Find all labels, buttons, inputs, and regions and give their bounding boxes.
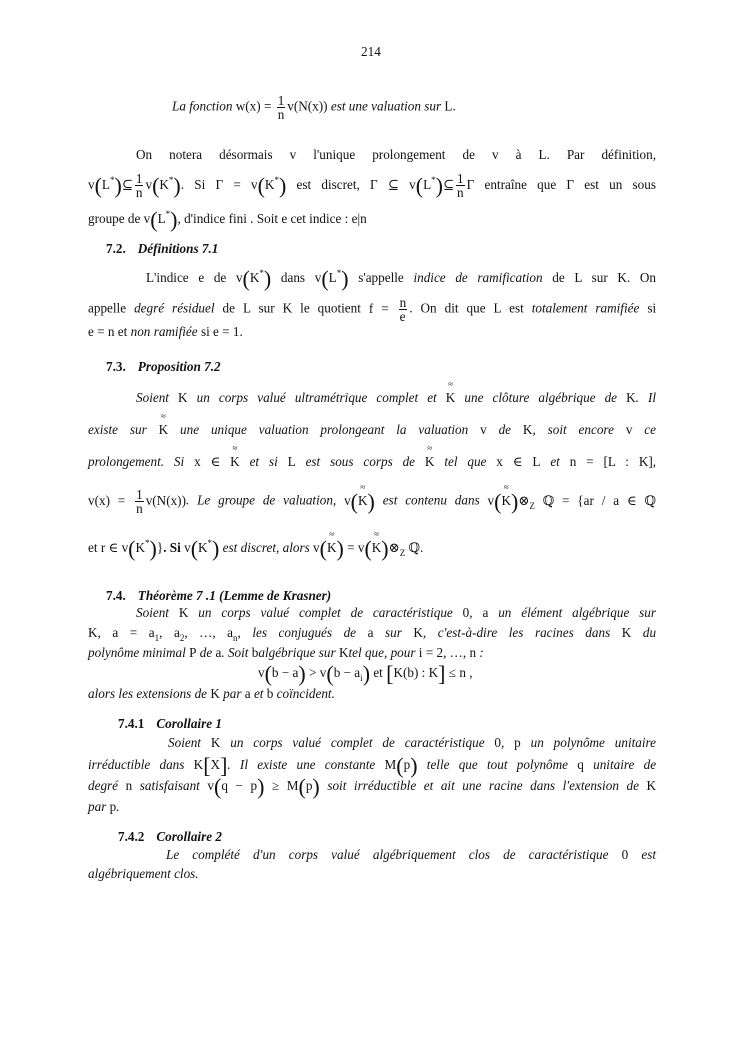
section-7-2-heading: 7.2. Définitions 7.1 — [106, 241, 219, 256]
sec742-line-1: Le complété d'un corps valué algébriquement clos de caractéristique 0 est — [166, 847, 656, 862]
sec73-line-5: et r ∈ v(K*)}. Si v(K*) est discret, alors $v(\approx K) = v(\approx K)\otimes_Z$ ℚ. — [88, 535, 423, 561]
intro-para-line-2: v(L*)⊆ $\frac{1}{n}$ v(K*). Si Γ = v(K*) est discret, Γ ⊆ v(L*)⊆ $\frac{1}{n}$ Γ entraîne que Γ est un sous — [88, 171, 656, 201]
sec73-line-1: Soient K un corps valué ultramétrique complet et ≈ K une clôture algébrique de K. Il — [88, 390, 656, 406]
section-7-3-heading: 7.3. Proposition 7.2 — [106, 359, 221, 374]
sec742-line-2: algébriquement clos. — [88, 866, 199, 881]
intro-para-line-1: On notera désormais v l'unique prolongement de v à L. Par définition, — [136, 147, 657, 162]
section-7-4-1-heading: 7.4.1 Corollaire 1 — [118, 716, 222, 731]
intro-function-line: La fonction w(x) = $\frac{1}{n}$ v(N(x)) est une valuation sur L. — [172, 93, 456, 122]
sec741-line-4: par p. — [88, 799, 120, 814]
sec73-line-3: prolongement. Si x ∈ ≈ K et si L est sous corps de ≈ K tel que x ∈ L et n = [L : K], — [88, 454, 656, 470]
sec74-line-2: K, $a = a_1$, $a_2$, …, $a_n$, les conjugués de a sur K, c'est-à-dire les racines dans K du — [88, 625, 657, 643]
section-7-4-2-heading: 7.4.2 Corollaire 2 — [118, 829, 222, 844]
intro-para-line-3: groupe de v(L*), d'indice fini . Soit e cet indice : e|n — [88, 206, 367, 232]
sec741-line-3: degré n satisfaisant v(q − p) ≥ M(p) soit irréductible et ait une racine dans l'extension de K — [88, 773, 657, 799]
sec741-line-1: Soient K un corps valué complet de caractéristique 0, p un polynôme unitaire — [168, 735, 657, 750]
sec74-line-5: alors les extensions de K par a et b coïncident. — [88, 686, 335, 701]
sec72-line-1: L'indice e de v(K*) dans v(L*) s'appelle indice de ramification de L sur K. On — [146, 265, 657, 291]
sec74-line-3: polynôme minimal P de a. Soit balgébrique sur Ktel que, pour i = 2, …, n : — [88, 645, 484, 660]
sec72-line-3: e = n et non ramifiée si e = 1. — [88, 324, 243, 339]
page-number: 214 — [361, 44, 381, 59]
section-7-4-heading: 7.4. Théorème 7 .1 (Lemme de Krasner) — [106, 588, 332, 603]
sec72-line-2: appelle degré résiduel de L sur K le quotient f = $\frac{n}{e}$ . On dit que L est totalement ramifiée si — [88, 295, 657, 324]
sec741-line-2: irréductible dans K[X]. Il existe une constante M(p) telle que tout polynôme q unitaire de — [88, 752, 657, 778]
sec73-line-2: existe sur ≈ K une unique valuation prolongeant la valuation v de K, soit encore v ce — [88, 422, 656, 438]
sec74-line-1: Soient K un corps valué complet de caractéristique 0, a un élément algébrique sur — [136, 605, 657, 620]
sec74-krasner-inequality: $v(b - a) > v(b - a_i)$ et [K(b) : K] ≤ n , — [258, 660, 473, 686]
sec73-line-4: v(x) = $\frac{1}{n}$ v(N(x)). Le groupe de valuation, v(≈ K) est contenu dans $v(\approx K)\otimes_Z$ ℚ = {ar / a ∈ ℚ — [88, 488, 656, 515]
